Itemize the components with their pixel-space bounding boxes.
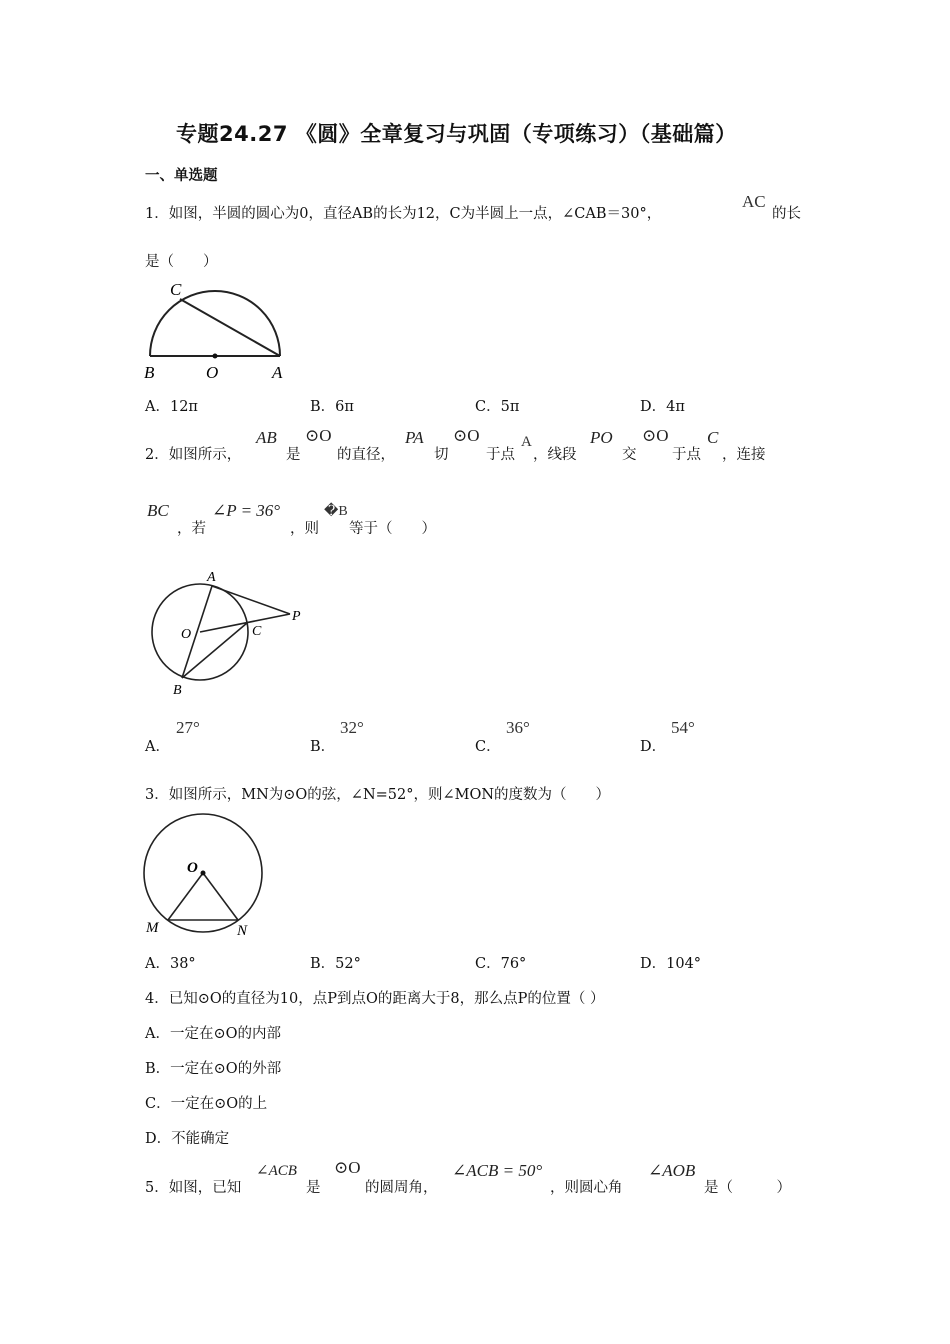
q2-point-c: C — [707, 428, 719, 447]
q2-text-equals: 等于（ ） — [349, 521, 436, 537]
q2-text-start: 2．如图所示， — [145, 447, 242, 463]
q1-text-tail: 的长 — [772, 206, 801, 222]
q1-text: 1．如图，半圆的圆心为0，直径AB的长为12，C为半圆上一点，∠CAB＝30°， — [145, 206, 662, 222]
q1-option-d[interactable]: D．4π — [640, 399, 685, 415]
q2-pa: PA — [405, 428, 424, 447]
q2-text-then: ，则 — [290, 521, 319, 537]
q2-circle-o-2: ⊙O — [453, 426, 480, 445]
q5-text-then: ，则圆心角 — [550, 1180, 623, 1196]
q1-label-o: O — [206, 363, 219, 382]
q5-text-is: 是 — [306, 1180, 321, 1196]
q5-text-end: 是（ ） — [704, 1180, 791, 1196]
q2-text-at-point-2: 于点 — [672, 447, 701, 463]
q3-option-b[interactable]: B．52° — [310, 956, 361, 972]
q4-option-a[interactable]: A．一定在⊙O的内部 — [145, 1026, 282, 1042]
q2-text-tangent: 切 — [434, 447, 449, 463]
q2-circle-o: ⊙O — [305, 426, 332, 445]
q1-text-line2: 是（ ） — [145, 254, 218, 270]
q1-label-b: B — [144, 363, 155, 382]
q2-text-if: ，若 — [177, 521, 206, 537]
q2-label-a: A — [207, 570, 216, 585]
q4-option-d[interactable]: D．不能确定 — [145, 1131, 230, 1147]
q1-arc-label: AC — [742, 192, 766, 211]
q2-text-connect: ，连接 — [722, 447, 766, 463]
q5-angle-eq: ∠ACB = 50° — [452, 1161, 543, 1180]
q2-point-a: A — [521, 434, 532, 450]
q2-option-b-letter[interactable]: B． — [310, 739, 336, 755]
q2-option-a-letter[interactable]: A． — [145, 739, 170, 755]
q2-text-at-point: 于点 — [486, 447, 515, 463]
q2-ab: AB — [256, 428, 277, 447]
q1-option-c[interactable]: C．5π — [475, 399, 520, 415]
q3-label-n: N — [237, 923, 248, 939]
q2-option-d-letter[interactable]: D． — [640, 739, 667, 755]
page-title: 专题24.27 《圆》全章复习与巩固（专项练习）（基础篇） — [176, 122, 737, 146]
section-heading: 一、单选题 — [145, 168, 218, 184]
q2-text-diameter: 的直径， — [337, 447, 395, 463]
q2-option-b-value[interactable]: 32° — [340, 718, 364, 737]
q2-po: PO — [590, 428, 613, 447]
q2-angle-p: ∠P = 36° — [212, 501, 281, 520]
q3-text: 3．如图所示，MN为⊙O的弦，∠N=52°，则∠MON的度数为（ ） — [145, 787, 611, 803]
q2-label-c: C — [252, 624, 262, 639]
q3-label-o: O — [187, 860, 198, 876]
q2-label-o: O — [181, 627, 192, 642]
q3-option-c[interactable]: C．76° — [475, 956, 527, 972]
q2-text-intersect: 交 — [622, 447, 637, 463]
q5-angle-acb: ∠ACB — [256, 1163, 297, 1179]
q2-text-segment: ，线段 — [533, 447, 577, 463]
q2-text-is: 是 — [286, 447, 301, 463]
q2-angle-b: �B — [324, 504, 348, 519]
q1-option-a[interactable]: A．12π — [145, 399, 198, 415]
q5-text-inscribed: 的圆周角， — [365, 1180, 438, 1196]
q2-figure-circle-tangent — [140, 565, 315, 700]
q3-figure-circle-chord — [138, 812, 273, 940]
q3-option-d[interactable]: D．104° — [640, 956, 702, 972]
q3-label-m: M — [146, 920, 159, 936]
q5-text-start: 5．如图，已知 — [145, 1180, 242, 1196]
q4-text: 4．已知⊙O的直径为10，点P到点O的距离大于8，那么点P的位置（ ） — [145, 991, 605, 1007]
q5-circle-o: ⊙O — [334, 1158, 361, 1177]
q2-option-a-value[interactable]: 27° — [176, 718, 200, 737]
q1-option-b[interactable]: B．6π — [310, 399, 354, 415]
q2-bc: BC — [147, 501, 169, 520]
q2-option-c-value[interactable]: 36° — [506, 718, 530, 737]
q2-circle-o-3: ⊙O — [642, 426, 669, 445]
q2-option-d-value[interactable]: 54° — [671, 718, 695, 737]
q1-figure-semicircle — [138, 278, 298, 382]
q2-option-c-letter[interactable]: C． — [475, 739, 501, 755]
q5-angle-aob: ∠AOB — [648, 1161, 696, 1180]
q3-option-a[interactable]: A．38° — [145, 956, 196, 972]
q2-label-p: P — [292, 609, 301, 624]
q4-option-b[interactable]: B．一定在⊙O的外部 — [145, 1061, 282, 1077]
q1-label-c: C — [170, 280, 182, 299]
q4-option-c[interactable]: C．一定在⊙O的上 — [145, 1096, 268, 1112]
q2-label-b: B — [173, 683, 182, 698]
q1-label-a: A — [272, 363, 283, 382]
